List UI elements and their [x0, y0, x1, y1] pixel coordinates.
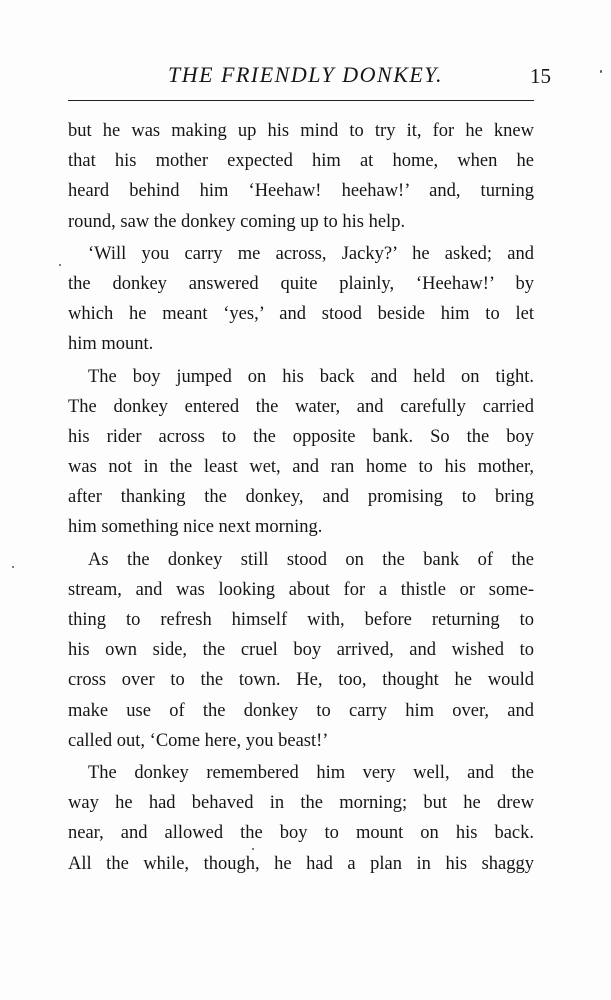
page-header: [68, 62, 551, 94]
text-line: which he meant ‘yes,’ and stood beside him to let: [68, 304, 534, 325]
text-line: was not in the least wet, and ran home to his mother,: [68, 457, 534, 478]
text-line: that his mother expected him at home, when he: [68, 151, 534, 172]
text-line: As the donkey still stood on the bank of the: [88, 549, 534, 570]
text-line: cross over to the town. He, too, thought he would: [68, 670, 534, 691]
text-line: called out, ‘Come here, you beast!’: [68, 730, 329, 751]
paragraph: [68, 116, 534, 237]
text-line: make use of the donkey to carry him over, and: [68, 700, 534, 721]
page-number: 15: [530, 64, 551, 88]
paragraph: [68, 239, 534, 360]
text-line: stream, and was looking about for a thistle or some-: [68, 579, 534, 600]
text-line: The donkey remembered him very well, and the: [88, 762, 534, 783]
text-line: All the while, though, he had a plan in his shaggy: [68, 853, 534, 874]
text-line: him something nice next morning.: [68, 517, 323, 538]
text-line: after thanking the donkey, and promising to bring: [68, 487, 534, 508]
scan-speck: [252, 848, 254, 850]
text-line: The boy jumped on his back and held on tight.: [88, 366, 534, 387]
text-line: ‘Will you carry me across, Jacky?’ he asked; and: [88, 243, 534, 264]
text-line: thing to refresh himself with, before returning to: [68, 610, 534, 630]
text-line: but he was making up his mind to try it, for he knew: [68, 121, 534, 141]
text-line: heard behind him ‘Heehaw! heehaw!’ and, turning: [68, 181, 534, 202]
paragraph: [68, 362, 534, 543]
paragraph: [68, 758, 534, 879]
text-line: round, saw the donkey coming up to his help.: [68, 211, 406, 232]
text-line: way he had behaved in the morning; but he drew: [68, 793, 534, 814]
scan-speck: [600, 70, 602, 73]
text-line: his own side, the cruel boy arrived, and wished to: [68, 640, 534, 661]
text-line: near, and allowed the boy to mount on his back.: [68, 823, 534, 844]
paragraph: [68, 545, 534, 756]
text-line: his rider across to the opposite bank. So the boy: [68, 426, 534, 447]
running-title: THE FRIENDLY DONKEY.: [167, 62, 444, 87]
body-text: [68, 116, 534, 879]
scan-speck: [12, 566, 14, 568]
scan-speck: [59, 264, 61, 266]
text-line: the donkey answered quite plainly, ‘Heehaw!’ by: [68, 273, 534, 294]
header-rule: [68, 100, 534, 101]
text-line: The donkey entered the water, and carefully carried: [68, 396, 534, 417]
text-line: him mount.: [68, 334, 154, 355]
